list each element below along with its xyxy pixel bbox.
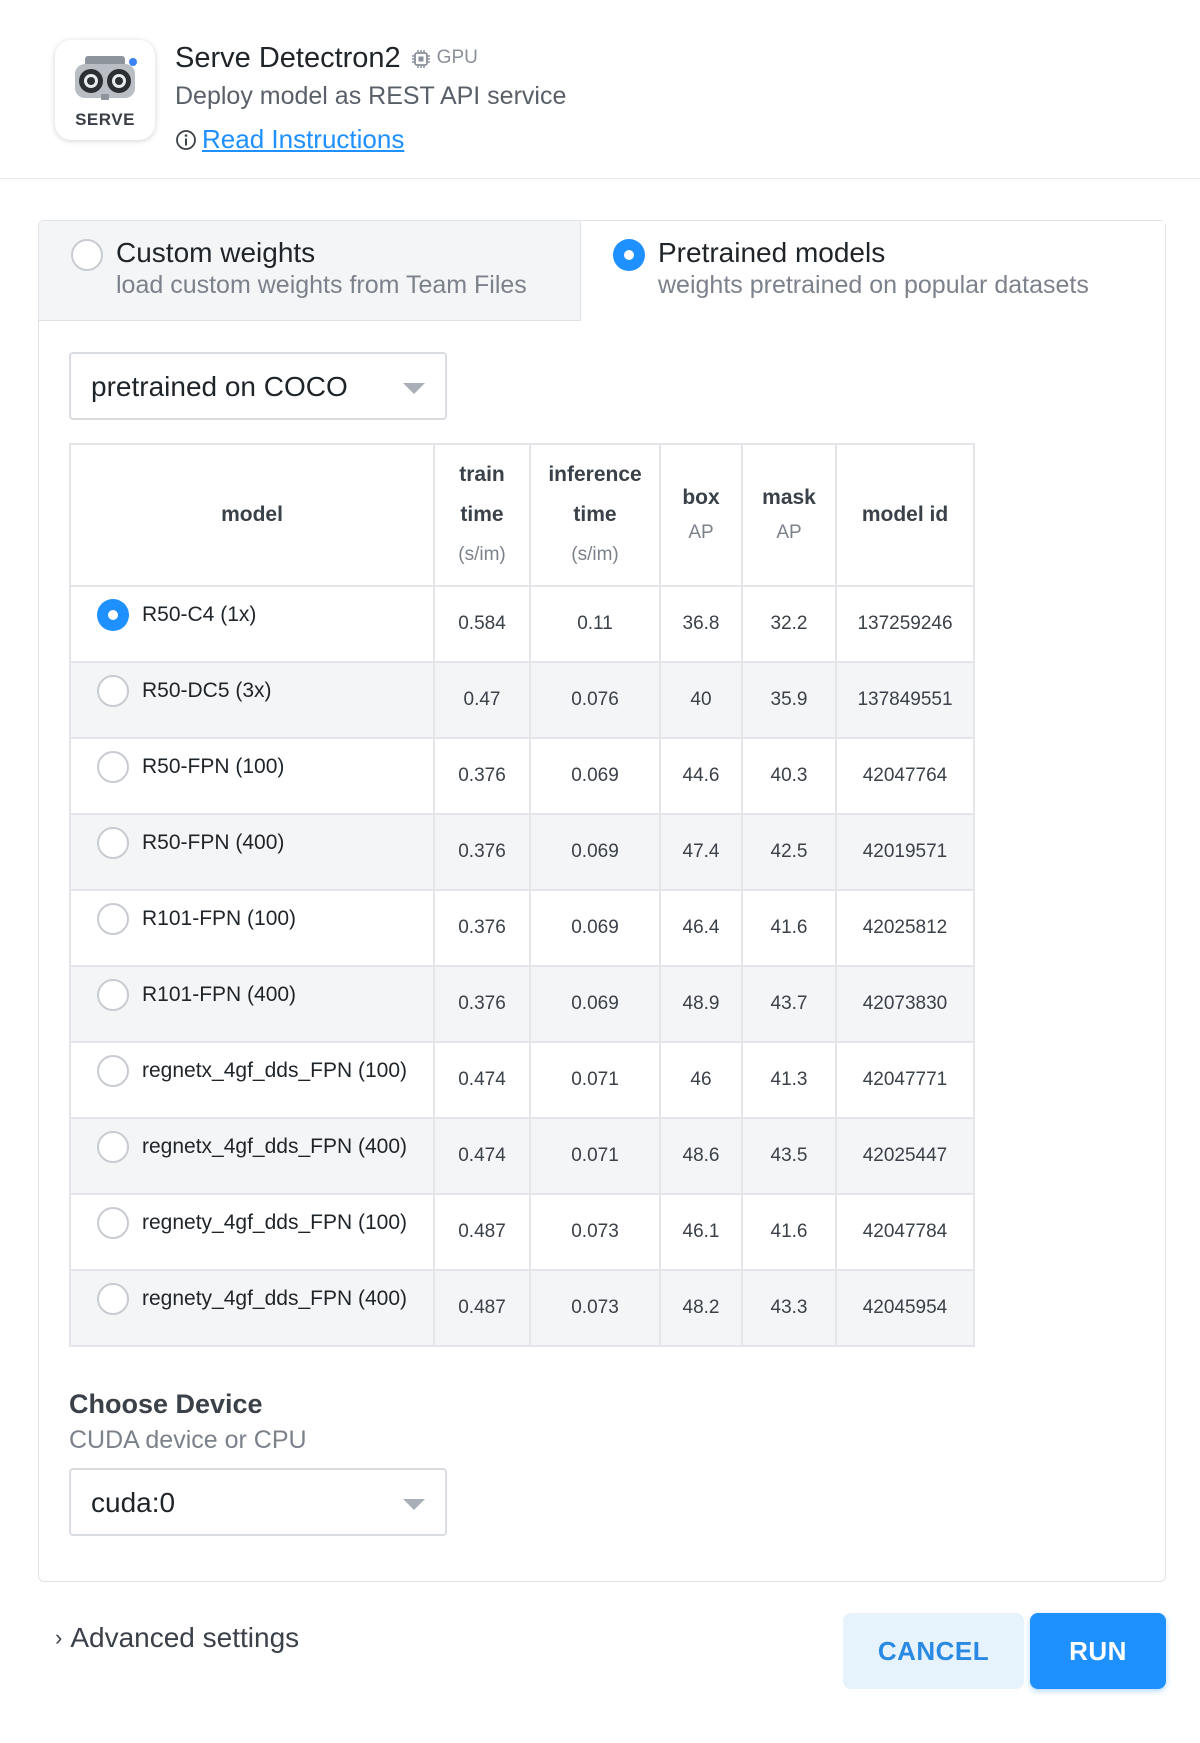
header-model-id: model id (836, 444, 974, 586)
train-time-cell: 0.474 (434, 1118, 530, 1194)
gpu-badge: GPU (436, 47, 478, 68)
train-time-cell: 0.376 (434, 814, 530, 890)
app-header (0, 0, 1200, 179)
inference-time-cell: 0.073 (530, 1194, 660, 1270)
model-name-cell[interactable] (70, 738, 434, 814)
box-ap-cell: 48.6 (660, 1118, 742, 1194)
model-id-cell: 137849551 (836, 662, 974, 738)
table-header-row (70, 444, 974, 586)
mask-ap-cell: 42.5 (742, 814, 836, 890)
chevron-down-icon (403, 383, 425, 394)
advanced-settings-label: Advanced settings (70, 1622, 300, 1653)
box-ap-cell: 40 (660, 662, 742, 738)
advanced-settings-toggle[interactable] (55, 1622, 299, 1654)
train-time-cell: 0.487 (434, 1194, 530, 1270)
inference-time-cell: 0.069 (530, 966, 660, 1042)
tab-description: load custom weights from Team Files (116, 271, 527, 299)
cancel-button[interactable]: CANCEL (843, 1613, 1024, 1689)
model-name: R50-FPN (100) (142, 755, 285, 778)
model-name: R101-FPN (400) (142, 983, 297, 1006)
box-ap-cell: 44.6 (660, 738, 742, 814)
model-radio[interactable] (97, 1131, 129, 1163)
model-name-cell[interactable] (70, 586, 434, 662)
model-radio[interactable] (97, 903, 129, 935)
model-radio[interactable] (97, 751, 129, 783)
table-row[interactable] (70, 1270, 974, 1346)
model-radio[interactable] (97, 1207, 129, 1239)
chip-icon (411, 49, 431, 69)
mask-ap-cell: 40.3 (742, 738, 836, 814)
chevron-right-icon: › (55, 1625, 63, 1650)
run-button[interactable]: RUN (1030, 1613, 1166, 1689)
train-time-cell: 0.376 (434, 966, 530, 1042)
device-section-title: Choose Device (69, 1389, 263, 1419)
box-ap-cell: 48.9 (660, 966, 742, 1042)
models-table (69, 443, 975, 1347)
model-name: R50-C4 (1x) (142, 603, 257, 626)
model-name: R101-FPN (100) (142, 907, 297, 930)
tab-title: Custom weights (116, 237, 316, 268)
model-name: regnetx_4gf_dds_FPN (400) (142, 1135, 407, 1158)
model-name-cell[interactable] (70, 1118, 434, 1194)
model-name: regnety_4gf_dds_FPN (100) (142, 1211, 407, 1234)
model-name: R50-FPN (400) (142, 831, 285, 854)
header-model: model (70, 444, 434, 586)
tab-pretrained-models[interactable] (581, 221, 1165, 321)
box-ap-cell: 36.8 (660, 586, 742, 662)
model-id-cell: 42047771 (836, 1042, 974, 1118)
mask-ap-cell: 41.6 (742, 1194, 836, 1270)
dataset-select-value: pretrained on COCO (91, 371, 348, 402)
model-radio[interactable] (97, 599, 129, 631)
model-radio[interactable] (97, 675, 129, 707)
device-select[interactable] (69, 1468, 447, 1536)
device-section-subtitle: CUDA device or CPU (69, 1426, 307, 1454)
model-name-cell[interactable] (70, 814, 434, 890)
model-name-cell[interactable] (70, 662, 434, 738)
mask-ap-cell: 43.3 (742, 1270, 836, 1346)
model-name-cell[interactable] (70, 966, 434, 1042)
chevron-down-icon (403, 1499, 425, 1510)
train-time-cell: 0.487 (434, 1270, 530, 1346)
box-ap-cell: 46.1 (660, 1194, 742, 1270)
model-name-cell[interactable] (70, 1270, 434, 1346)
model-radio[interactable] (97, 1055, 129, 1087)
model-name: regnetx_4gf_dds_FPN (100) (142, 1059, 407, 1082)
app-subtitle: Deploy model as REST API service (175, 82, 567, 110)
custom-weights-radio[interactable] (71, 239, 103, 271)
header-train-time: train time (s/im) (434, 444, 530, 586)
mask-ap-cell: 32.2 (742, 586, 836, 662)
table-row[interactable] (70, 966, 974, 1042)
model-id-cell: 42045954 (836, 1270, 974, 1346)
tab-custom-weights[interactable] (39, 221, 581, 321)
model-radio[interactable] (97, 979, 129, 1011)
train-time-cell: 0.47 (434, 662, 530, 738)
mask-ap-cell: 43.5 (742, 1118, 836, 1194)
inference-time-cell: 0.069 (530, 814, 660, 890)
model-id-cell: 42019571 (836, 814, 974, 890)
model-radio[interactable] (97, 827, 129, 859)
mask-ap-cell: 43.7 (742, 966, 836, 1042)
train-time-cell: 0.376 (434, 890, 530, 966)
table-row[interactable] (70, 1042, 974, 1118)
model-name-cell[interactable] (70, 1194, 434, 1270)
table-row[interactable] (70, 738, 974, 814)
robot-app-icon (55, 40, 155, 140)
box-ap-cell: 48.2 (660, 1270, 742, 1346)
header-box-ap: box AP (660, 444, 742, 586)
tab-description: weights pretrained on popular datasets (658, 271, 1089, 299)
box-ap-cell: 46 (660, 1042, 742, 1118)
train-time-cell: 0.584 (434, 586, 530, 662)
inference-time-cell: 0.071 (530, 1118, 660, 1194)
header-inference-time: inference time (s/im) (530, 444, 660, 586)
info-icon (175, 129, 197, 151)
inference-time-cell: 0.071 (530, 1042, 660, 1118)
table-row[interactable] (70, 586, 974, 662)
dataset-select[interactable] (69, 352, 447, 420)
table-row[interactable] (70, 890, 974, 966)
box-ap-cell: 46.4 (660, 890, 742, 966)
header-mask-ap: mask AP (742, 444, 836, 586)
mask-ap-cell: 41.6 (742, 890, 836, 966)
train-time-cell: 0.376 (434, 738, 530, 814)
app-icon-label: SERVE (75, 110, 135, 129)
table-row[interactable] (70, 814, 974, 890)
inference-time-cell: 0.069 (530, 738, 660, 814)
model-id-cell: 42025812 (836, 890, 974, 966)
table-row[interactable] (70, 662, 974, 738)
model-name-cell[interactable] (70, 890, 434, 966)
model-id-cell: 42047784 (836, 1194, 974, 1270)
model-id-cell: 42025447 (836, 1118, 974, 1194)
model-settings-card (38, 220, 1166, 1582)
mask-ap-cell: 41.3 (742, 1042, 836, 1118)
inference-time-cell: 0.11 (530, 586, 660, 662)
model-id-cell: 42047764 (836, 738, 974, 814)
model-radio[interactable] (97, 1283, 129, 1315)
inference-time-cell: 0.073 (530, 1270, 660, 1346)
device-select-value: cuda:0 (91, 1487, 176, 1518)
mask-ap-cell: 35.9 (742, 662, 836, 738)
table-row[interactable] (70, 1194, 974, 1270)
read-instructions-link[interactable]: Read Instructions (202, 124, 405, 154)
tab-title: Pretrained models (658, 237, 886, 268)
model-name: R50-DC5 (3x) (142, 679, 272, 702)
model-name-cell[interactable] (70, 1042, 434, 1118)
model-id-cell: 137259246 (836, 586, 974, 662)
table-row[interactable] (70, 1118, 974, 1194)
model-name: regnety_4gf_dds_FPN (400) (142, 1287, 407, 1310)
inference-time-cell: 0.076 (530, 662, 660, 738)
app-title: Serve Detectron2 (175, 41, 401, 74)
pretrained-models-radio[interactable] (613, 239, 645, 271)
box-ap-cell: 47.4 (660, 814, 742, 890)
train-time-cell: 0.474 (434, 1042, 530, 1118)
inference-time-cell: 0.069 (530, 890, 660, 966)
model-id-cell: 42073830 (836, 966, 974, 1042)
